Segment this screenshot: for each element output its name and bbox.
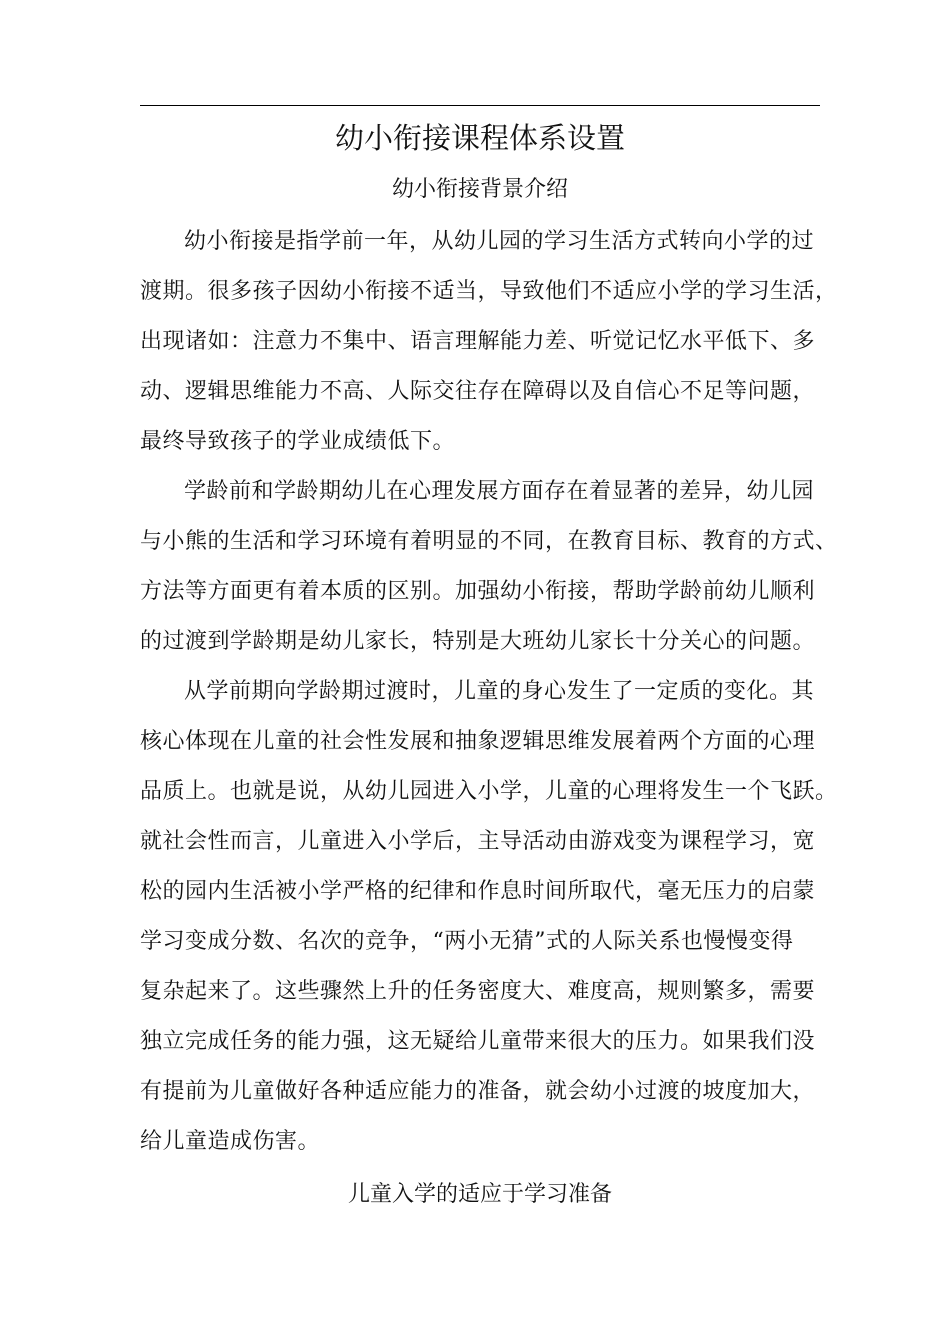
paragraph-line: 方法等方面更有着本质的区别。加强幼小衔接，帮助学龄前幼儿顺利 — [140, 579, 816, 604]
paragraph-line: 幼小衔接是指学前一年，从幼儿园的学习生活方式转向小学的过 — [184, 229, 815, 254]
paragraph-line: 品质上。也就是说，从幼儿园进入小学，儿童的心理将发生一个飞跃。 — [140, 779, 838, 804]
paragraph-line: 出现诸如：注意力不集中、语言理解能力差、听觉记忆水平低下、多 — [140, 329, 816, 354]
section-heading-background: 幼小衔接背景介绍 — [391, 177, 568, 202]
paragraph-line: 给儿童造成伤害。 — [140, 1129, 321, 1154]
paragraph-line: 复杂起来了。这些骤然上升的任务密度大、难度高，规则繁多，需要 — [140, 979, 816, 1004]
paragraph-line: 就社会性而言，儿童进入小学后，主导活动由游戏变为课程学习，宽 — [140, 829, 816, 854]
paragraph-line: 的过渡到学龄期是幼儿家长，特别是大班幼儿家长十分关心的问题。 — [140, 629, 816, 654]
header-rule — [140, 105, 820, 106]
paragraph-line: 学习变成分数、名次的竞争，“两小无猜”式的人际关系也慢慢变得 — [140, 929, 794, 954]
paragraph-line: 最终导致孩子的学业成绩低下。 — [140, 429, 456, 454]
paragraph-line: 渡期。很多孩子因幼小衔接不适当，导致他们不适应小学的学习生活， — [140, 279, 838, 304]
section-heading-readiness: 儿童入学的适应于学习准备 — [347, 1182, 612, 1207]
paragraph-line: 学龄前和学龄期幼儿在心理发展方面存在着显著的差异，幼儿园 — [184, 479, 815, 504]
paragraph-line: 动、逻辑思维能力不高、人际交往存在障碍以及自信心不足等问题， — [140, 379, 816, 404]
paragraph-line: 独立完成任务的能力强，这无疑给儿童带来很大的压力。如果我们没 — [140, 1029, 816, 1054]
paragraph-line: 从学前期向学龄期过渡时，儿童的身心发生了一定质的变化。其 — [184, 679, 815, 704]
paragraph-line: 核心体现在儿童的社会性发展和抽象逻辑思维发展着两个方面的心理 — [140, 729, 816, 754]
paragraph-line: 与小熊的生活和学习环境有着明显的不同，在教育目标、教育的方式、 — [140, 529, 838, 554]
paragraph-line: 有提前为儿童做好各种适应能力的准备，就会幼小过渡的坡度加大， — [140, 1079, 816, 1104]
document-title: 幼小衔接课程体系设置 — [334, 121, 625, 155]
paragraph-line: 松的园内生活被小学严格的纪律和作息时间所取代，毫无压力的启蒙 — [140, 879, 816, 904]
